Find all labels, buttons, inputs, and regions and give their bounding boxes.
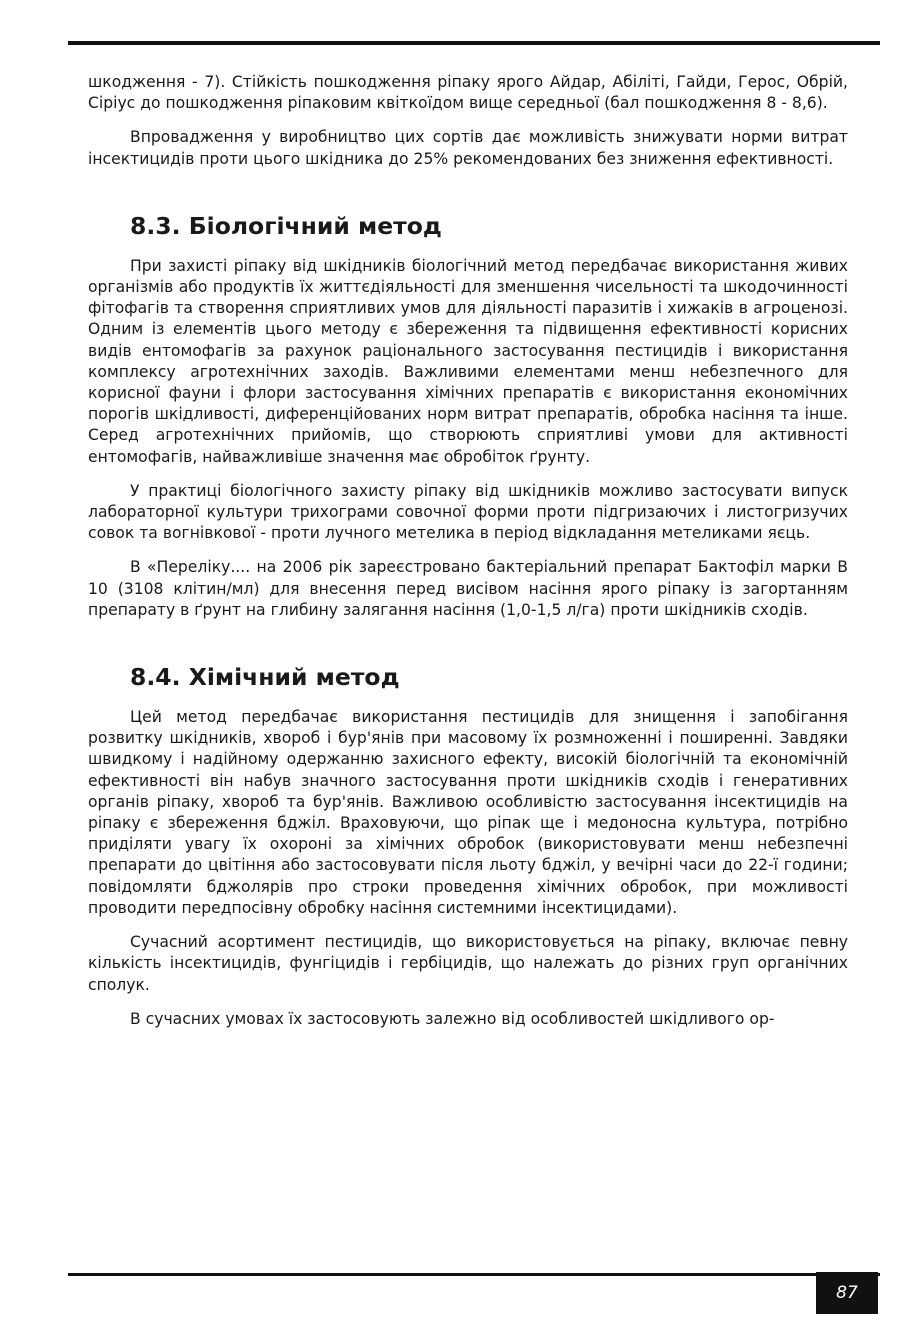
top-rule [68, 41, 880, 45]
paragraph-intro-2: Впровадження у виробництво цих сортів дає можливість знижувати норми витрат інсектицидів проти цього шкідника до 25% рекомендованих без зниження ефективності. [88, 128, 848, 168]
paragraph-8-3-3: В «Переліку.... на 2006 рік зареєстровано бактеріальний препарат Бактофіл марки В 10 (3108 клітин/мл) для внесення перед висівом насіння ярого ріпаку із загортанням препарату в ґрунт на глибину залягання насіння (1,0-1,5 л/га) проти шкідників сходів. [88, 558, 848, 619]
paragraph-intro-1: шкодження - 7). Стійкість пошкодження ріпаку ярого Айдар, Абіліті, Гайди, Герос, Обрій, Сіріус до пошкодження ріпаковим квіткоїдом вище середньої (бал пошкодження 8 - 8,6). [88, 73, 848, 113]
paragraph-8-3-2: У практиці біологічного захисту ріпаку від шкідників можливо застосувати випуск лабораторної культури трихограми совочної форми проти підгризаючих і листогризучих совок та вогнівкової - проти лучного метелика в період відкладання метеликами яєць. [88, 481, 848, 543]
section-heading-8-3: 8.3. Біологічний метод [130, 211, 442, 240]
paragraph-8-4-2: Сучасний асортимент пестицидів, що використовується на ріпаку, включає певну кількість інсектицидів, фунгіцидів і гербіцидів, що належать до різних груп органічних сполук. [88, 933, 848, 994]
bottom-rule [68, 1273, 880, 1276]
section-heading-8-4: 8.4. Хімічний метод [130, 663, 400, 692]
page-number: 87 [816, 1272, 878, 1314]
paragraph-8-4-3: В сучасних умовах їх застосовують залежно від особливостей шкідливого ор- [130, 1009, 775, 1028]
paragraph-8-4-1: Цей метод передбачає використання пестицидів для знищення і запобігання розвитку шкідників, хвороб і бур'янів при масовому їх розмноженні і поширенні. Завдяки швидкому і надійному одержанню захисного ефекту, високій біологічній та економічній ефективності він набув значного застосування проти шкідників сходів і генеративних органів ріпаку, хвороб та бур'янів. Важливою особливістю застосування інсектицидів на ріпаку є збереження бджіл. Враховуючи, що ріпак ще і медоносна культура, потрібно приділяти увагу їх охороні за хімічних обробок (використовувати менш небезпечні препарати до цвітіння або застосовувати після льоту бджіл, у вечірні часи до 22-ї години; повідомляти бджолярів про строки проведення хімічних обробок, при можливості проводити передпосівну обробку насіння системними інсектицидами). [88, 708, 848, 917]
paragraph-8-3-1: При захисті ріпаку від шкідників біологічний метод передбачає використання живих організмів або продуктів їх життєдіяльності для зменшення чисельності та шкодочинності фітофагів та створення сприятливих умов для діяльності паразитів і хижаків в агроценозі. Одним із елементів цього методу є збереження та підвищення ефективності корисних видів ентомофагів за рахунок раціонального застосування пестицидів і використання комплексу агротехнічних заходів. Важливими елементами менш небезпечного для корисної фауни і флори застосування хімічних препаратів є використання економічних порогів шкідливості, диференційованих норм витрат препаратів, обробка насіння та інше. Серед агротехнічних прийомів, що створюють сприятливі умови для активності ентомофагів, найважливіше значення має обробіток ґрунту. [88, 256, 848, 466]
page-body [88, 72, 848, 1043]
